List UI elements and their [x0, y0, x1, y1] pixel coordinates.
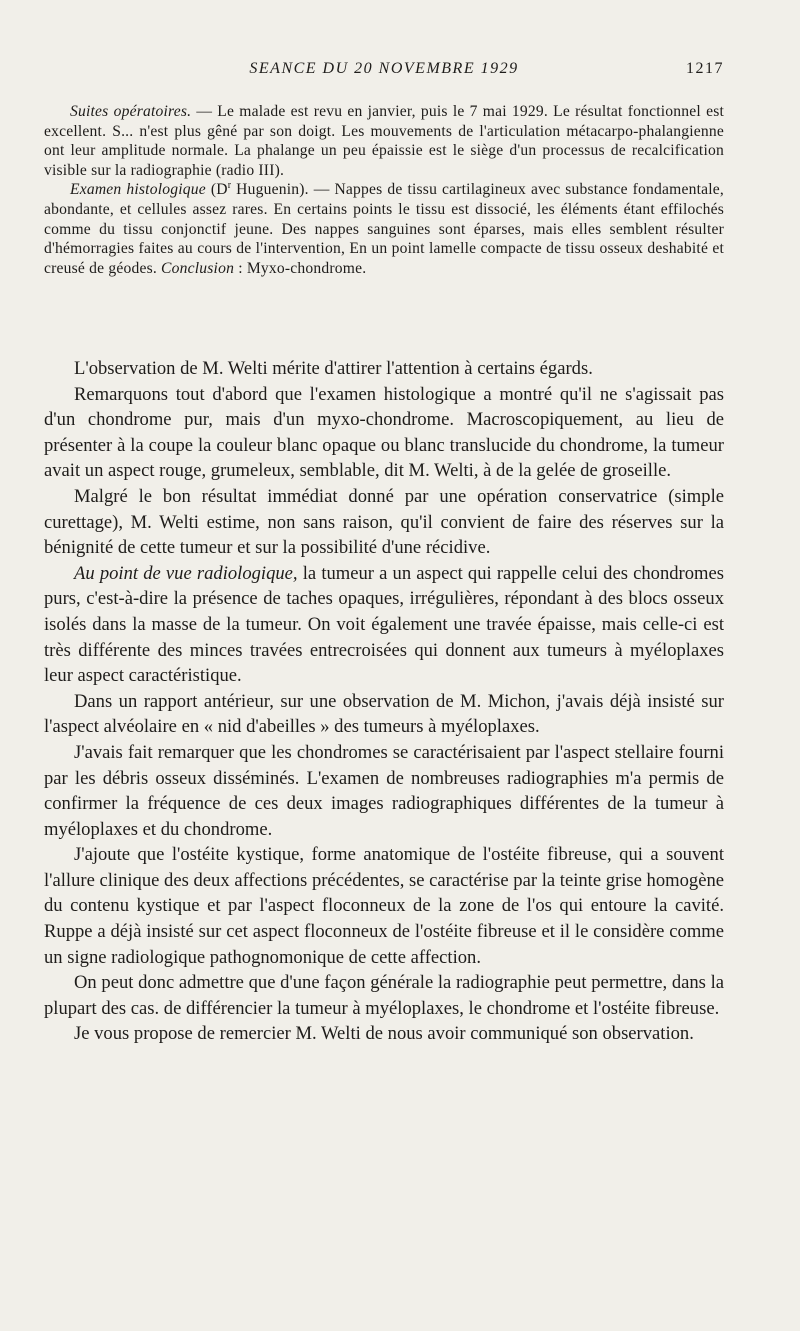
discussion — [44, 356, 724, 1047]
running-title: SEANCE DU 20 NOVEMBRE 1929 — [249, 60, 519, 77]
discussion-paragraph — [44, 382, 724, 484]
paragraph-text: On peut donc admettre que d'une façon générale la radiographie peut permettre, dans la plupart des cas. de différencier la tumeur à myéloplaxes, le chondrome et l'ostéite fibreuse. — [44, 972, 724, 1019]
discussion-paragraph — [44, 1021, 724, 1047]
discussion-paragraph — [44, 970, 724, 1021]
paragraph-text: J'ajoute que l'ostéite kystique, forme anatomique de l'ostéite fibreuse, qui a souvent l'allure clinique des deux affections précédentes, se caractérise par la teinte grise homogène du contenu kystique et par l'aspect floconneux de la zone de l'os qui entoure la cavité. Ruppe a déjà insisté sur cet aspect floconneux de l'ostéite fibreuse et il le considère comme un signe radiologique pathognomonique de cette affection. — [44, 844, 724, 968]
superscript: r — [227, 180, 232, 192]
conclusion-text: : Myxo-chondrome. — [234, 259, 367, 277]
histology-paragraph — [44, 180, 724, 278]
paragraph-text: Huguenin). — Nappes de tissu cartilagineux avec substance fondamentale, abondante, et cellules assez rares. En certains points le tissu est dissocié, les éléments étant effilochés comme du tissu conjonctif jeune. Des nappes sanguines sont éparses, mais elles semblent résulter d'hémorragies faites au cours de l'intervention, En un point lamelle compacte de tissu osseux deshabité et creusé de géodes. — [44, 181, 725, 277]
case-report — [44, 102, 724, 278]
paragraph-text: Dans un rapport antérieur, sur une observation de M. Michon, j'avais déjà insisté sur l'aspect alvéolaire en « nid d'abeilles » des tumeurs à myéloplaxes. — [44, 690, 724, 738]
discussion-paragraph — [44, 356, 724, 382]
paragraph-text: J'avais fait remarquer que les chondromes se caractérisaient par l'aspect stellaire fourni par les débris osseux disséminés. L'examen de nombreuses radiographies m'a permis de confirmer la fréquence de ces deux images radiographiques différentes de la tumeur à myéloplaxes et du chondrome. — [44, 741, 724, 840]
postoperative-paragraph — [44, 102, 724, 180]
paragraph-text: Remarquons tout d'abord que l'examen histologique a montré qu'il ne s'agissait pas d'un chondrome pur, mais d'un myxo-chondrome. Macroscopiquement, au lieu de présenter à la coupe la couleur blanc opaque ou blanc translucide du chondrome, la tumeur avait un aspect rouge, grumeleux, semblable, dit M. Welti, à de la gelée de groseille. — [44, 383, 724, 482]
paragraph-lead: Examen histologique — [70, 181, 206, 199]
paragraph-text: Je vous propose de remercier M. Welti de nous avoir communiqué son observation. — [74, 1023, 694, 1045]
discussion-paragraph — [44, 842, 724, 970]
paragraph-text: Malgré le bon résultat immédiat donné par une opération conservatrice (simple curettage), M. Welti estime, non sans raison, qu'il convient de faire des réserves sur la bénignité de cette tumeur et sur la possibilité d'une récidive. — [44, 485, 724, 559]
discussion-paragraph — [44, 740, 724, 842]
paragraph-text: (D — [205, 181, 228, 199]
paragraph-text: la tumeur a un aspect qui rappelle celui des chondromes purs, c'est-à-dire la présence de taches opaques, irrégulières, répondant à des blocs osseux isolés dans la masse de la tumeur. On voit également une travée épaisse, mais celle-ci est très différente des minces travées entrecroisées qui donnent aux tumeurs à myéloplaxes leur aspect caractéristique. — [44, 562, 724, 687]
conclusion-label: Conclusion — [161, 259, 235, 277]
discussion-paragraph — [44, 561, 724, 689]
paragraph-text: — Le malade est revu en janvier, puis le 7 mai 1929. Le résultat fonctionnel est excellent. S... n'est plus gêné par son doigt. Les mouvements de l'articulation métacarpo-phalangienne ont leur amplitude normale. La phalange un peu épaissie est le siège d'un processus de recalcification visible sur la radiographie (radio III). — [44, 103, 725, 179]
discussion-paragraph — [44, 689, 724, 740]
running-header — [44, 60, 724, 82]
paragraph-lead: Suites opératoires. — [70, 103, 192, 120]
discussion-paragraph — [44, 484, 724, 561]
page-number: 1217 — [686, 60, 724, 77]
paragraph-text: L'observation de M. Welti mérite d'attirer l'attention à certains égards. — [74, 358, 593, 379]
paragraph-lead: Au point de vue radiologique, — [74, 562, 298, 584]
